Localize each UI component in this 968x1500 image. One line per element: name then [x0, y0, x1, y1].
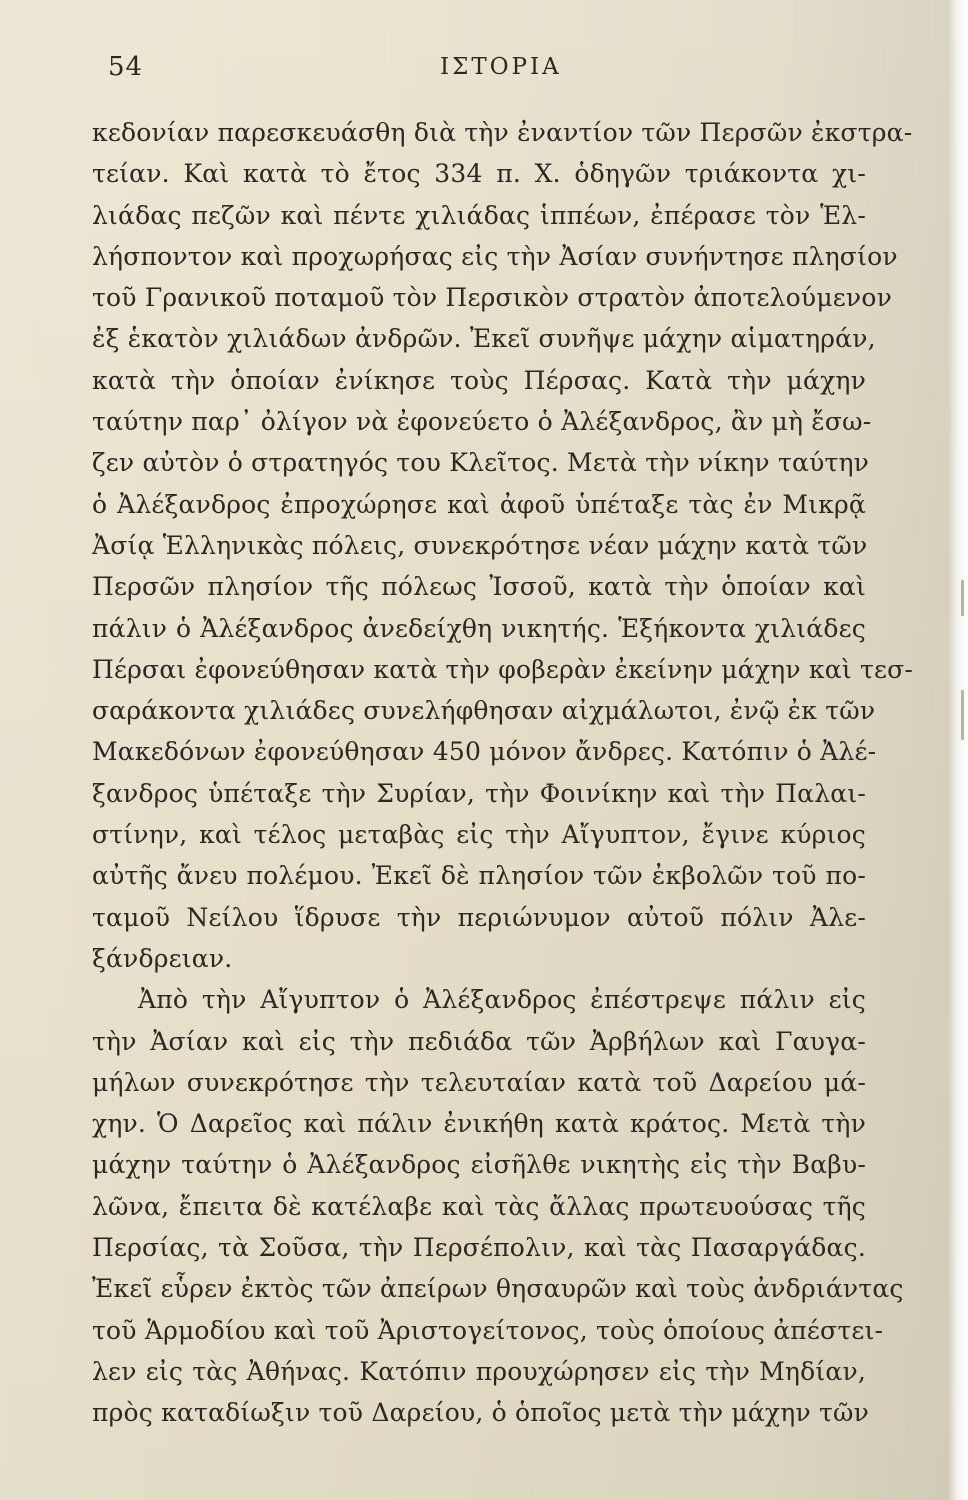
text-line: ὁ Ἀλέξανδρος ἐπροχώρησε καὶ ἀφοῦ ὑπέταξε τὰς ἐν Μικρᾷ: [92, 489, 866, 519]
text-line: λήσποντον καὶ προχωρήσας εἰς τὴν Ἀσίαν συνήντησε πλησίον: [92, 241, 898, 271]
page-number: 54: [108, 52, 144, 82]
text-line: τοῦ Ἁρμοδίου καὶ τοῦ Ἀριστογείτονος, τοὺς ὁποίους ἀπέστει-: [92, 1315, 884, 1345]
text-line: Ἐκεῖ εὗρεν ἐκτὸς τῶν ἀπείρων θησαυρῶν καὶ τοὺς ἀνδριάντας: [92, 1274, 904, 1304]
text-line: λῶνα, ἔπειτα δὲ κατέλαβε καὶ τὰς ἄλλας πρωτευούσας τῆς: [92, 1191, 866, 1221]
text-line: τὴν Ἀσίαν καὶ εἰς τὴν πεδιάδα τῶν Ἀρβήλων καὶ Γαυγα-: [92, 1026, 866, 1056]
text-line: τείαν. Καὶ κατὰ τὸ ἔτος 334 π. Χ. ὁδηγῶν τριάκοντα χι-: [92, 159, 866, 189]
text-line: αὐτῆς ἄνευ πολέμου. Ἐκεῖ δὲ πλησίον τῶν ἐκβολῶν τοῦ πο-: [92, 861, 866, 891]
text-line: ξανδρος ὑπέταξε τὴν Συρίαν, τὴν Φοινίκην καὶ τὴν Παλαι-: [92, 778, 866, 808]
text-line: Ἀπὸ τὴν Αἴγυπτον ὁ Ἀλέξανδρος ἐπέστρεψε πάλιν εἰς: [138, 985, 866, 1015]
text-line: Ἀσίᾳ Ἑλληνικὰς πόλεις, συνεκρότησε νέαν μάχην κατὰ τῶν: [92, 530, 868, 560]
text-line: στίνην, καὶ τέλος μεταβὰς εἰς τὴν Αἴγυπτον, ἔγινε κύριος: [92, 820, 866, 850]
text-line: κατὰ τὴν ὁποίαν ἐνίκησε τοὺς Πέρσας. Κατὰ τὴν μάχην: [92, 365, 866, 395]
page-edge-mark: [961, 690, 964, 740]
page-edge: [948, 0, 968, 1500]
running-title: ΙΣΤΟΡΙΑ: [440, 54, 562, 80]
text-line: ζεν αὐτὸν ὁ στρατηγός του Κλεῖτος. Μετὰ τὴν νίκην ταύτην: [92, 448, 870, 478]
text-line: μήλων συνεκρότησε τὴν τελευταίαν κατὰ τοῦ Δαρείου μά-: [92, 1067, 866, 1097]
text-line: Μακεδόνων ἐφονεύθησαν 450 μόνον ἄνδρες. Κατόπιν ὁ Ἀλέ-: [92, 737, 877, 767]
text-line: χην. Ὁ Δαρεῖος καὶ πάλιν ἐνικήθη κατὰ κράτος. Μετὰ τὴν: [92, 1109, 866, 1139]
text-line: λεν εἰς τὰς Ἀθήνας. Κατόπιν προυχώρησεν εἰς τὴν Μηδίαν,: [92, 1356, 866, 1386]
text-line: μάχην ταύτην ὁ Ἀλέξανδρος εἰσῆλθε νικητὴς εἰς τὴν Βαβυ-: [92, 1150, 866, 1180]
text-line: ἐξ ἑκατὸν χιλιάδων ἀνδρῶν. Ἐκεῖ συνῆψε μάχην αἱματηράν,: [92, 324, 876, 354]
page-edge-mark: [961, 580, 964, 616]
body-text: [92, 112, 914, 1434]
text-line: Περσίας, τὰ Σοῦσα, τὴν Περσέπολιν, καὶ τὰς Πασαργάδας.: [92, 1233, 866, 1263]
text-line: πρὸς καταδίωξιν τοῦ Δαρείου, ὁ ὁποῖος μετὰ τὴν μάχην τῶν: [92, 1398, 870, 1428]
page-header: [0, 52, 968, 92]
text-line: κεδονίαν παρεσκευάσθη διὰ τὴν ἐναντίον τῶν Περσῶν ἐκστρα-: [92, 118, 913, 147]
text-line: ξάνδρειαν.: [92, 943, 233, 973]
text-line: ταμοῦ Νείλου ἵδρυσε τὴν περιώνυμον αὐτοῦ πόλιν Ἀλε-: [92, 902, 866, 932]
text-line: σαράκοντα χιλιάδες συνελήφθησαν αἰχμάλωτοι, ἐνῷ ἐκ τῶν: [92, 696, 876, 726]
text-line: τοῦ Γρανικοῦ ποταμοῦ τὸν Περσικὸν στρατὸν ἀποτελούμενον: [92, 283, 892, 313]
paragraph-2: [92, 979, 904, 1433]
text-line: πάλιν ὁ Ἀλέξανδρος ἀνεδείχθη νικητής. Ἑξήκοντα χιλιάδες: [92, 613, 866, 643]
text-line: Πέρσαι ἐφονεύθησαν κατὰ τὴν φοβερὰν ἐκείνην μάχην καὶ τεσ-: [92, 654, 914, 684]
text-line: ταύτην παρ᾽ ὀλίγον νὰ ἐφονεύετο ὁ Ἀλέξανδρος, ἂν μὴ ἔσω-: [92, 407, 872, 437]
text-line: Περσῶν πλησίον τῆς πόλεως Ἰσσοῦ, κατὰ τὴν ὁποίαν καὶ: [92, 572, 866, 602]
paragraph-1: [92, 112, 914, 979]
text-line: λιάδας πεζῶν καὶ πέντε χιλιάδας ἱππέων, ἐπέρασε τὸν Ἑλ-: [92, 200, 866, 230]
